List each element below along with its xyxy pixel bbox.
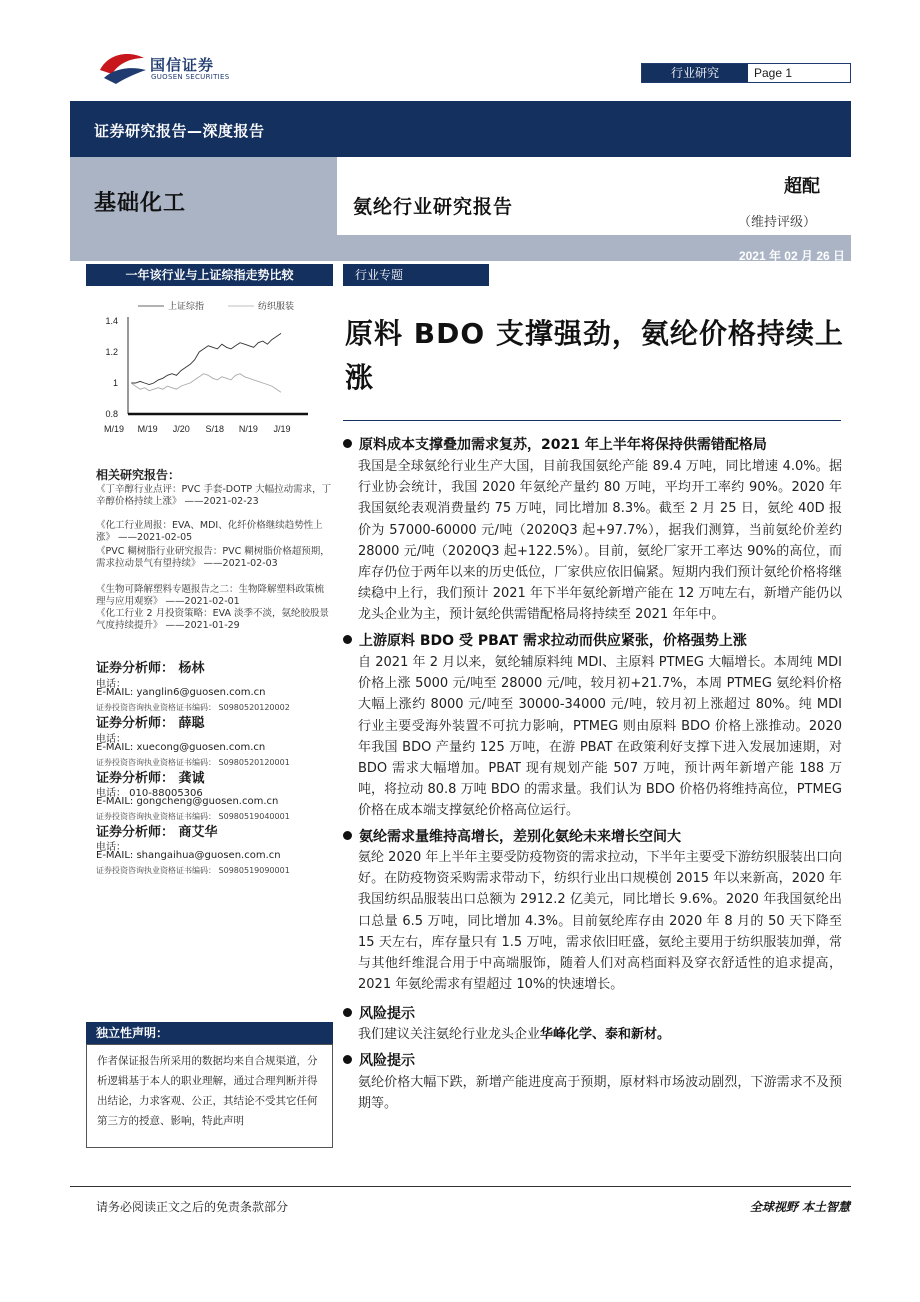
footer-slogan: 全球视野 本土智慧	[749, 1200, 850, 1214]
logo-cn: 国信证券	[150, 56, 215, 74]
analyst-email[interactable]: E-MAIL: gongcheng@guosen.com.cn	[96, 796, 279, 807]
analyst-tel: 电话：	[96, 679, 126, 690]
rating: 超配	[784, 176, 820, 197]
x-tick-label: M/19	[137, 424, 158, 434]
report-type: 证券研究报告—深度报告	[94, 122, 265, 140]
section-title: 上游原料 BDO 受 PBAT 需求拉动而供应紧张，价格强势上涨	[343, 630, 843, 650]
x-tick-label: S/18	[205, 424, 225, 434]
analyst-cert: 证券投资咨询执业资格证书编码： S0980519040001	[96, 812, 290, 821]
section-body: 自 2021 年 2 月以来，氨纶辅原料纯 MDI、主原料 PTMEG 大幅增长。本周纯 MDI 价格上涨 5000 元/吨至 28000 元/吨，较月初+21.7%，本周 PTMEG 氨纶料价格大幅上涨约 8000 元/吨至 30000-34000 元/吨，较月初上涨超过 80%。纯 MDI 行业主要受海外装置不可抗力影响，PTMEG 则由原料 BDO 价格上涨推动。2020 年我国 BDO 产量约 125 万吨，在游 PBAT 在政策利好支撑下进入发展加速期，对 BDO 需求大幅增加。PBAT 现有规划产能 507 万吨，预计两年新增产能 188 万吨，将拉动 80.8 万吨 BDO 的需求量。我们认为 BDO 价格仍将维持高位，PTMEG 价格在成本端支撑氨纶价格高位运行。	[358, 655, 842, 819]
legend-label: 纺织服装	[258, 302, 295, 312]
section-body: 我国是全球氨纶行业生产大国，目前我国氨纶产能 89.4 万吨，同比增速 4.0%。据行业协会统计，我国 2020 年氨纶产量约 80 万吨，平均开工率约 90%。2020 年我国氨纶表观消费量约 75 万吨，同比增加 8.3%。截至 2 月 25 日，氨纶 40D 报价为 57000-60000 元/吨（2020Q3 起+97.7%），据我们测算，当前氨纶价差约 28000 元/吨（2020Q3 起+122.5%）。目前，氨纶厂家开工率达 90%的高位，而库存仍位于两年以来的历史低位，厂家供应依旧偏紧。短期内我们预计氨纶价格将继续稳中上行，我们预计 2021 年下半年氨纶新增产能在 12 万吨左右，新增产能仍以龙头企业为主，预计氨纶供需错配格局将持续至 2021 年年中。	[358, 459, 842, 623]
y-tick-label: 0.8	[105, 409, 118, 419]
headline: 原料 BDO 支撑强劲，氨纶价格持续上涨	[345, 317, 844, 394]
header-category-box	[641, 63, 851, 83]
analyst-name: 证券分析师： 龚诚	[96, 771, 205, 786]
date-bar	[70, 235, 851, 261]
analyst-email[interactable]: E-MAIL: yanglin6@guosen.com.cn	[96, 687, 266, 698]
related-report-item[interactable]: 《生物可降解塑料专题报告之二：生物降解塑料政策梳理与应用观察》 ——2021-02-01	[96, 584, 325, 607]
x-tick-label: J/20	[172, 424, 190, 434]
analyst-cert: 证券投资咨询执业资格证书编码： S0980520120001	[96, 758, 290, 767]
y-tick-label: 1.2	[105, 347, 118, 357]
analyst-cert: 证券投资咨询执业资格证书编码： S0980519090001	[96, 866, 290, 875]
section-body: 氨纶 2020 年上半年主要受防疫物资的需求拉动，下半年主要受下游纺织服装出口向好。在防疫物资采购需求带动下，纺织行业出口规模创 2015 年以来新高，2020 年我国纺织品服装出口总额为 2912.2 亿美元，同比增长 9.6%。2020 年我国氨纶出口总量 6.5 万吨，同比增加 4.3%。目前氨纶库存由 2020 年 8 月的 50 天下降至 15 天左右，库存量只有 1.5 万吨，需求依旧旺盛，氨纶主要用于纺织服装加弹，常与其他纤维混合用于中高端服饰，随着人们对高档面料及穿衣舒适性的追求提高，2021 年氨纶需求有望超过 10%的快速增长。	[358, 850, 842, 993]
section-title: 氨纶需求量维持高增长，差别化氨纶未来增长空间大	[343, 826, 843, 846]
analyst-name: 证券分析师： 杨林	[96, 661, 205, 676]
section-body: 我们建议关注氨纶行业龙头企业华峰化学、泰和新材。	[358, 1027, 671, 1042]
report-date: 2021 年 02 月 26 日	[738, 249, 845, 263]
logo-mark-icon	[98, 50, 148, 86]
report-title: 氨纶行业研究报告	[353, 196, 514, 218]
x-tick-label: M/19	[103, 424, 125, 434]
chart-heading: 一年该行业与上证综指走势比较	[86, 264, 333, 286]
x-tick-label: J/19	[273, 424, 291, 434]
analyst-tel: 电话：	[96, 842, 126, 853]
related-report-item[interactable]: 《化工行业 2 月投资策略：EVA 淡季不淡，氨纶胶股景气度持续提升》 ——2021-01-29	[96, 608, 329, 631]
analyst-email[interactable]: E-MAIL: shangaihua@guosen.com.cn	[96, 850, 281, 861]
section-title: 原料成本支撑叠加需求复苏，2021 年上半年将保持供需错配格局	[343, 434, 843, 454]
legend-label: 上证综指	[168, 302, 205, 312]
analyst-name: 证券分析师： 商艾华	[96, 825, 218, 840]
logo-en: GUOSEN SECURITIES	[151, 73, 230, 81]
analyst-tel: 电话： 010-88005306	[96, 788, 203, 799]
related-report-item[interactable]: 《化工行业周报：EVA、MDI、化纤价格继续趋势性上涨》 ——2021-02-05	[96, 520, 323, 543]
recommended-companies: 华峰化学、泰和新材。	[540, 1027, 671, 1042]
report-type-band	[70, 101, 851, 157]
company-logo	[98, 50, 238, 86]
y-tick-label: 1.4	[105, 316, 118, 326]
related-report-item[interactable]: 《PVC 糊树脂行业研究报告：PVC 糊树脂价格超预期，需求拉动景气有望持续》 ——2021-02-03	[96, 546, 330, 569]
related-reports-title: 相关研究报告：	[96, 468, 181, 482]
x-tick-label: N/19	[238, 424, 258, 434]
trend-chart-svg	[86, 292, 333, 442]
y-tick-label: 1	[112, 378, 118, 388]
declaration-text: 作者保证报告所采用的数据均来自合规渠道，分析逻辑基于本人的职业理解，通过合理判断并得出结论，力求客观、公正，其结论不受其它任何第三方的授意、影响，特此声明	[86, 1044, 333, 1148]
analyst-email[interactable]: E-MAIL: xuecong@guosen.com.cn	[96, 742, 266, 753]
analyst-cert: 证券投资咨询执业资格证书编码： S0980520120002	[96, 703, 290, 712]
page-number: Page 1	[754, 66, 793, 80]
declaration-heading: 独立性声明：	[86, 1022, 333, 1044]
analyst-tel: 电话：	[96, 734, 126, 745]
header-category: 行业研究	[642, 64, 748, 82]
section-title: 风险提示	[343, 1050, 843, 1070]
sector-block	[70, 157, 337, 235]
sector-name: 基础化工	[94, 191, 187, 216]
footer-disclaimer: 请务必阅读正文之后的免责条款部分	[96, 1200, 289, 1214]
topic-tag: 行业专题	[343, 264, 489, 286]
series-line-sse-index	[131, 333, 281, 384]
analyst-name: 证券分析师： 薛聪	[96, 716, 205, 731]
section-body: 氨纶价格大幅下跌，新增产能进度高于预期，原材料市场波动剧烈，下游需求不及预期等。	[358, 1075, 842, 1112]
divider	[343, 420, 841, 421]
related-report-item[interactable]: 《丁辛醇行业点评：PVC 手套-DOTP 大幅拉动需求，丁辛醇价格持续上涨》 ——2021-02-23	[96, 484, 332, 507]
section-title: 风险提示	[343, 1003, 843, 1023]
footer-divider	[70, 1186, 851, 1187]
rating-note: （维持评级）	[738, 215, 817, 230]
trend-chart	[86, 292, 333, 442]
